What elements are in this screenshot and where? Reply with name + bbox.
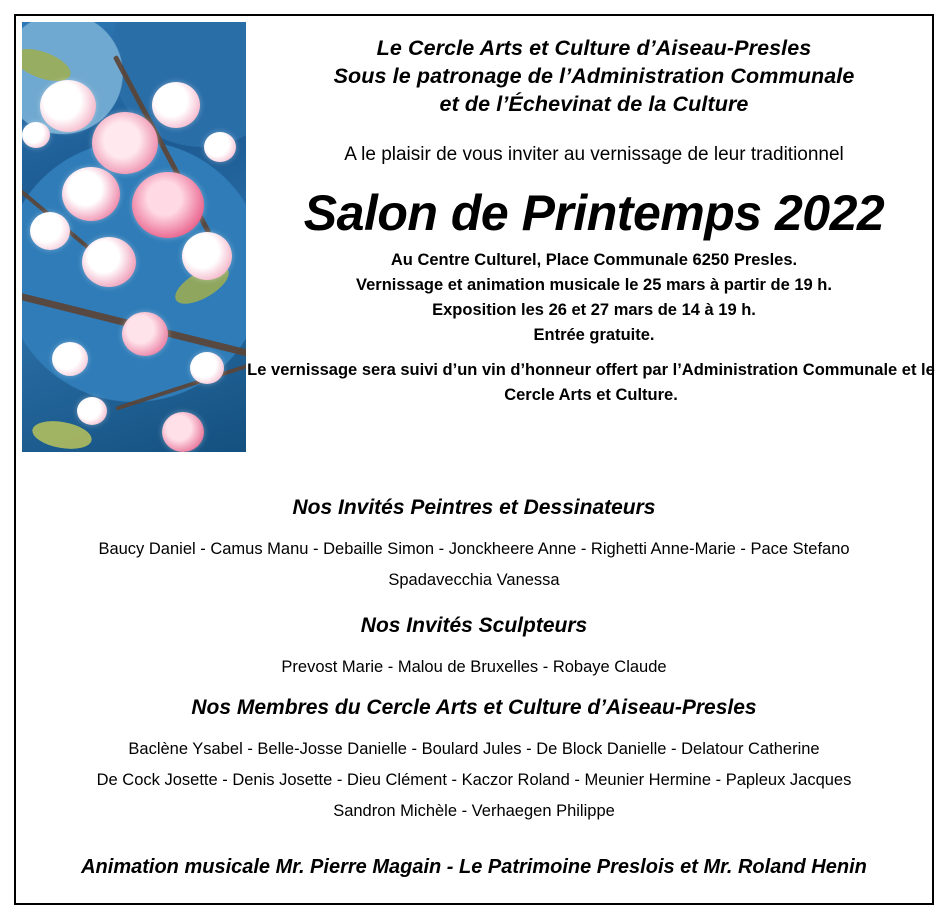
section-line: De Cock Josette - Denis Josette - Dieu Clément - Kaczor Roland - Meunier Hermine - Papleux Jacques [96, 771, 852, 789]
photo-blossom [52, 342, 88, 376]
photo-blossom [182, 232, 232, 280]
detail-line-2: Vernissage et animation musicale le 25 mars à partir de 19 h. [356, 276, 832, 294]
photo-blossom [62, 167, 120, 221]
detail-line-3: Exposition les 26 et 27 mars de 14 à 19 h. [432, 301, 756, 319]
photo-blossom [92, 112, 158, 174]
section-line: Prevost Marie - Malou de Bruxelles - Robaye Claude [281, 658, 667, 676]
section-line: Baclène Ysabel - Belle-Josse Danielle - Boulard Jules - De Block Danielle - Delatour Catherine [128, 740, 820, 758]
photo-blossom [122, 312, 168, 356]
poster-inner [16, 16, 935, 903]
photo-blossom [152, 82, 200, 128]
photo-blossom [22, 122, 50, 148]
photo-blossom [40, 80, 96, 132]
section-members [26, 696, 922, 827]
musical-animation-footer: Animation musicale Mr. Pierre Magain - Le Patrimoine Preslois et Mr. Roland Henin [81, 856, 867, 878]
honor-line-1: Le vernissage sera suivi d’un vin d’honneur offert par l’Administration Communale et le [247, 361, 935, 379]
detail-line-1: Au Centre Culturel, Place Communale 6250 Presles. [390, 251, 798, 269]
section-sculptors [26, 614, 922, 683]
poster-header [264, 34, 924, 118]
section-line: Sandron Michèle - Verhaegen Philippe [333, 802, 615, 820]
section-title: Nos Invités Peintres et Dessinateurs [292, 496, 656, 519]
photo-blossom [190, 352, 224, 384]
photo-blossom [132, 172, 204, 238]
section-title: Nos Membres du Cercle Arts et Culture d’Aiseau-Presles [191, 696, 757, 719]
header-line-1: Le Cercle Arts et Culture d’Aiseau-Presles [376, 36, 812, 60]
photo-blossom [77, 397, 107, 425]
vin-dhonneur-note [246, 358, 936, 408]
header-line-3: et de l’Échevinat de la Culture [439, 92, 749, 116]
photo-blossom [30, 212, 70, 250]
header-line-2: Sous le patronage de l’Administration Communale [333, 64, 855, 88]
cherry-blossom-photo [22, 22, 246, 452]
invitation-text: A le plaisir de vous inviter au vernissage de leur traditionnel [344, 144, 844, 165]
page-title: Salon de Printemps 2022 [303, 185, 885, 241]
photo-blossom [204, 132, 236, 162]
section-title: Nos Invités Sculpteurs [360, 614, 588, 637]
honor-line-2: Cercle Arts et Culture. [504, 386, 678, 404]
photo-blossom [82, 237, 136, 287]
section-line: Baucy Daniel - Camus Manu - Debaille Simon - Jonckheere Anne - Righetti Anne-Marie - Pace Stefano [98, 540, 850, 558]
photo-blossom [162, 412, 204, 452]
poster [14, 14, 934, 905]
section-painters [26, 496, 922, 596]
section-line: Spadavecchia Vanessa [388, 571, 560, 589]
event-details [264, 248, 924, 348]
detail-line-4: Entrée gratuite. [533, 326, 655, 344]
